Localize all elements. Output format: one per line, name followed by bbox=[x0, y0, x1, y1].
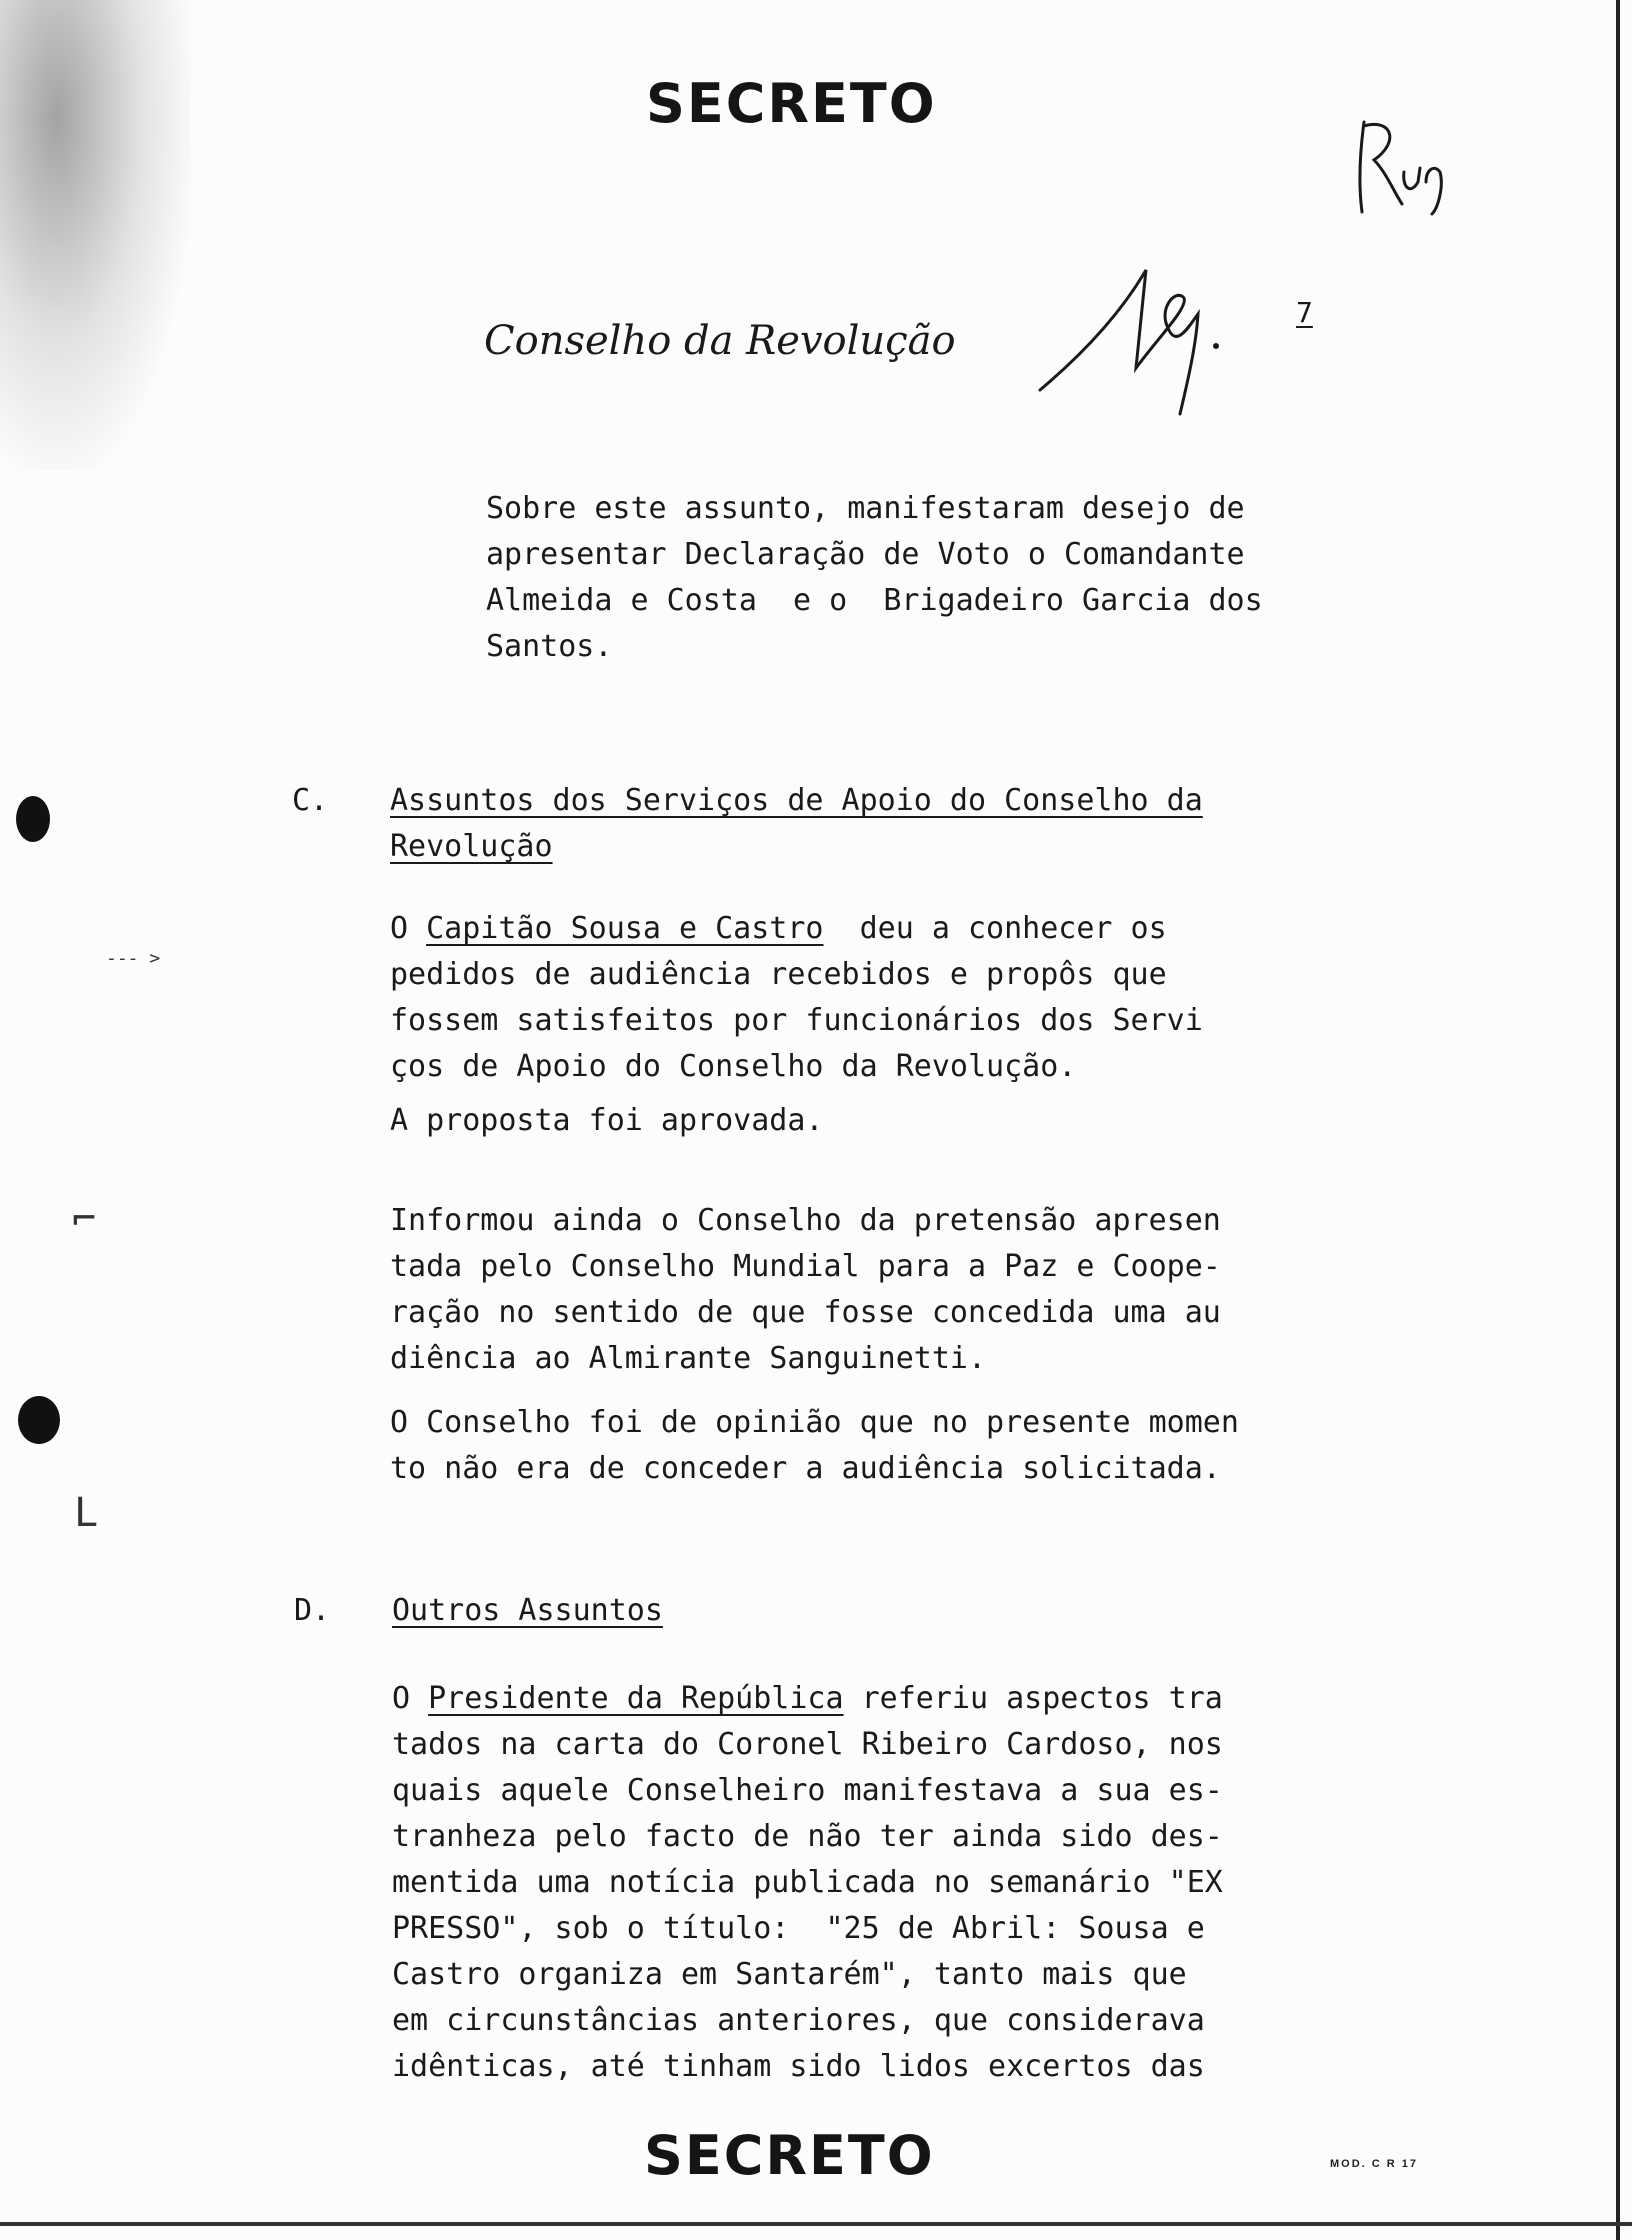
text-line: tranheza pelo facto de não ter ainda sido des- bbox=[392, 1819, 1223, 1854]
person-name: Presidente da República bbox=[428, 1681, 844, 1716]
text-line: Almeida e Costa e o Brigadeiro Garcia dos bbox=[486, 583, 1263, 618]
text-line: quais aquele Conselheiro manifestava a sua es- bbox=[392, 1773, 1223, 1808]
section-c-paragraph-4 bbox=[390, 1400, 1239, 1492]
section-d-title: Outros Assuntos bbox=[392, 1593, 663, 1628]
text-segment: O bbox=[390, 911, 427, 946]
section-title-line: Revolução bbox=[390, 829, 553, 864]
letterhead-title: Conselho da Revolução bbox=[484, 318, 956, 364]
section-title-line: Assuntos dos Serviços de Apoio do Conselho da bbox=[390, 783, 1203, 818]
section-c-paragraph-2: A proposta foi aprovada. bbox=[390, 1103, 824, 1138]
text-line: Castro organiza em Santarém", tanto mais que bbox=[392, 1957, 1187, 1992]
text-line: apresentar Declaração de Voto o Comandante bbox=[486, 537, 1245, 572]
margin-arrow: --- > bbox=[106, 948, 161, 969]
text-line: to não era de conceder a audiência solicitada. bbox=[390, 1451, 1221, 1486]
text-line: idênticas, até tinham sido lidos excertos das bbox=[392, 2049, 1205, 2084]
punch-hole-dot bbox=[18, 1396, 60, 1444]
text-line: tados na carta do Coronel Ribeiro Cardoso, nos bbox=[392, 1727, 1223, 1762]
text-line: ração no sentido de que fosse concedida uma au bbox=[390, 1295, 1221, 1330]
text-line: mentida uma notícia publicada no semanário "EX bbox=[392, 1865, 1223, 1900]
margin-bracket-bottom: L bbox=[74, 1490, 99, 1536]
section-c-paragraph-1 bbox=[390, 906, 1203, 1090]
secret-stamp-bottom: SECRETO bbox=[644, 2124, 935, 2187]
text-line bbox=[392, 1676, 1223, 1722]
margin-bracket-top: ⌐ bbox=[72, 1196, 97, 1242]
person-name: Capitão Sousa e Castro bbox=[426, 911, 824, 946]
form-code: MOD. C R 17 bbox=[1330, 2158, 1419, 2170]
scan-edge-right bbox=[1616, 0, 1620, 2240]
section-d-paragraph-1 bbox=[392, 1676, 1223, 2090]
punch-hole-dot bbox=[16, 796, 50, 842]
text-line: PRESSO", sob o título: "25 de Abril: Sousa e bbox=[392, 1911, 1205, 1946]
text-segment: O bbox=[392, 1681, 429, 1716]
secret-stamp-top: SECRETO bbox=[646, 72, 937, 135]
text-segment: deu a conhecer os bbox=[823, 911, 1167, 946]
scan-smudge bbox=[0, 0, 190, 470]
initials-handwriting bbox=[1352, 112, 1462, 222]
text-line: Informou ainda o Conselho da pretensão apresen bbox=[390, 1203, 1221, 1238]
intro-paragraph bbox=[486, 486, 1263, 670]
text-segment: referiu aspectos tra bbox=[843, 1681, 1223, 1716]
text-line: em circunstâncias anteriores, que considerava bbox=[392, 2003, 1205, 2038]
section-c-title bbox=[390, 778, 1203, 870]
text-line: Sobre este assunto, manifestaram desejo de bbox=[486, 491, 1245, 526]
text-line: diência ao Almirante Sanguinetti. bbox=[390, 1341, 987, 1376]
text-line: pedidos de audiência recebidos e propôs que bbox=[390, 957, 1167, 992]
scan-edge-bottom bbox=[0, 2222, 1632, 2226]
page-number: 7 bbox=[1296, 296, 1313, 329]
text-line: tada pelo Conselho Mundial para a Paz e Coope- bbox=[390, 1249, 1221, 1284]
signature-handwriting bbox=[1038, 248, 1238, 418]
section-c-letter: C. bbox=[292, 783, 329, 818]
text-line bbox=[390, 906, 1203, 952]
text-line: ços de Apoio do Conselho da Revolução. bbox=[390, 1049, 1077, 1084]
section-d-letter: D. bbox=[294, 1593, 331, 1628]
text-line: O Conselho foi de opinião que no presente momen bbox=[390, 1405, 1239, 1440]
text-line: fossem satisfeitos por funcionários dos Servi bbox=[390, 1003, 1203, 1038]
section-c-paragraph-3 bbox=[390, 1198, 1221, 1382]
text-line: Santos. bbox=[486, 629, 613, 664]
